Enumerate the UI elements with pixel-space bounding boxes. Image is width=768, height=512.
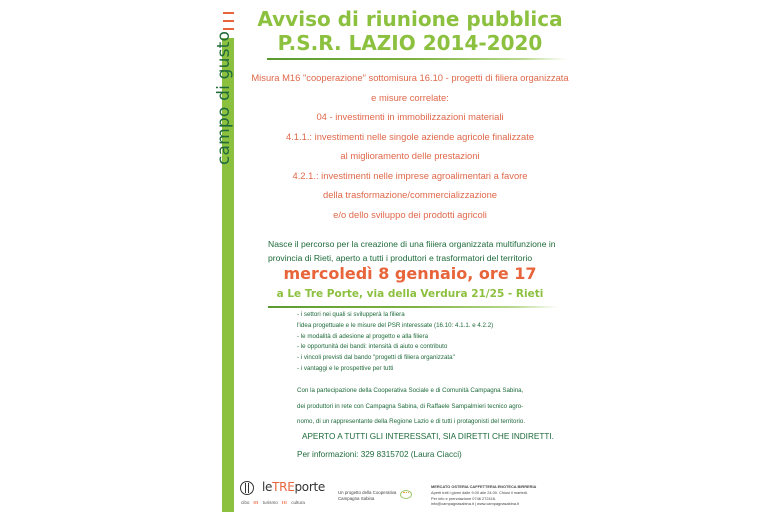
measure-line: 4.2.1.: investimenti nelle imprese agroalimentari a favore (292, 169, 528, 181)
tagline-bars: III (281, 500, 288, 505)
logo-le: le (262, 480, 273, 494)
agenda-item: - le opportunità dei bandi: intensità di aiuto e contributo (297, 343, 448, 351)
title-divider (267, 58, 567, 60)
intro-paragraph (268, 238, 568, 265)
agenda-item: - i settori nei quali si svilupperà la filiera (297, 311, 405, 318)
project-line-2: Campagna Sabina (338, 495, 375, 501)
event-date: mercoledì 8 gennaio, ore 17 (283, 264, 537, 283)
measure-line: 04 - investimenti in immobilizzazioni materiali (316, 111, 504, 122)
title-line-1: Avviso di riunione pubblica (257, 7, 563, 31)
venue-title: MERCATO OSTERIA CAFFETTERIA ENOTECA BIRRERIA (431, 484, 537, 489)
tagline-turismo: turismo (262, 500, 278, 505)
project-credit (338, 490, 396, 501)
measure-line: della trasformazione/commercializzazione (322, 189, 498, 200)
le-tre-porte-logo (262, 480, 325, 494)
venue-info (431, 484, 536, 507)
measures-list (240, 68, 580, 224)
measure-line: al miglioramento delle prestazioni (340, 150, 480, 161)
le-tre-porte-logo-icon (240, 481, 254, 495)
partners-line: dei produttori in rete con Campagna Sabina, di Raffaele Sampalmieri tecnico agro- (297, 402, 524, 410)
contact-info: Per informazioni: 329 8315702 (Laura Ciacci) (297, 450, 462, 459)
measure-line: e/o dello sviluppo dei prodotti agricoli (333, 208, 487, 220)
venue-hours: Aperti tutti i giorni dalle 9.00 alle 24.00. Chiusi il martedì. (431, 489, 529, 495)
measure-line: 4.1.1.: investimenti nelle singole aziende agricole finalizzate (285, 130, 535, 142)
agenda-item: l'idea progettuale e le misure del PSR interessate (16.10: 4.1.1. e 4.2.2) (297, 321, 494, 329)
project-line-1: Un progetto della Cooperativa (338, 490, 397, 495)
logo-tre: TRE (272, 480, 295, 494)
open-to-all-notice: APERTO A TUTTI GLI INTERESSATI, SIA DIRETTI CHE INDIRETTI. (302, 432, 554, 441)
tagline-bars: III (253, 500, 259, 505)
brand-mark-line (223, 12, 234, 14)
tagline-cibo: cibo (241, 500, 250, 505)
intro-line: provincia di Rieti, aperto a tutti i produttori e trasformatori del territorio (268, 252, 533, 263)
agenda-list (297, 310, 547, 375)
partners-line: nomo, di un rappresentante della Regione Lazio e di tutti i protagonisti del territorio. (297, 418, 526, 425)
agenda-item: - le modalità di adesione al progetto e alla filiera (297, 332, 429, 340)
campagna-sabina-logo-icon (400, 490, 412, 499)
venue-web: info@campagnasabina.it | www.campagnasabina.it (431, 501, 520, 507)
title-line-2: P.S.R. LAZIO 2014-2020 (277, 31, 543, 55)
section-divider (268, 306, 558, 308)
event-place: a Le Tre Porte, via della Verdura 21/25 - Rieti (276, 288, 544, 300)
measure-line: Misura M16 "cooperazione" sottomisura 16.10 - progetti di filiera organizzata (251, 72, 569, 83)
logo-tagline (241, 500, 305, 505)
agenda-item: - i vantaggi e le prospettive per tutti (297, 364, 394, 372)
venue-phone: Per info e prenotazione 0746 272416. (431, 495, 497, 501)
measure-line: e misure correlate: (371, 91, 449, 103)
partners-line: Con la partecipazione della Cooperativa Sociale e di Comunità Campagna Sabina, (297, 387, 524, 394)
logo-porte: porte (294, 480, 325, 494)
tagline-cultura: cultura (291, 500, 305, 505)
brand-mark-line (223, 28, 234, 30)
intro-line: Nasce il percorso per la creazione di una fiiiera organizzata multifunzione in (268, 239, 556, 249)
partners-paragraph (297, 383, 547, 430)
brand-mark-line (223, 20, 234, 22)
agenda-item: - i vincoli previsti dal bando "progetti di filiera organizzata" (297, 354, 455, 362)
side-brand-text: campo di gusto (214, 30, 234, 165)
